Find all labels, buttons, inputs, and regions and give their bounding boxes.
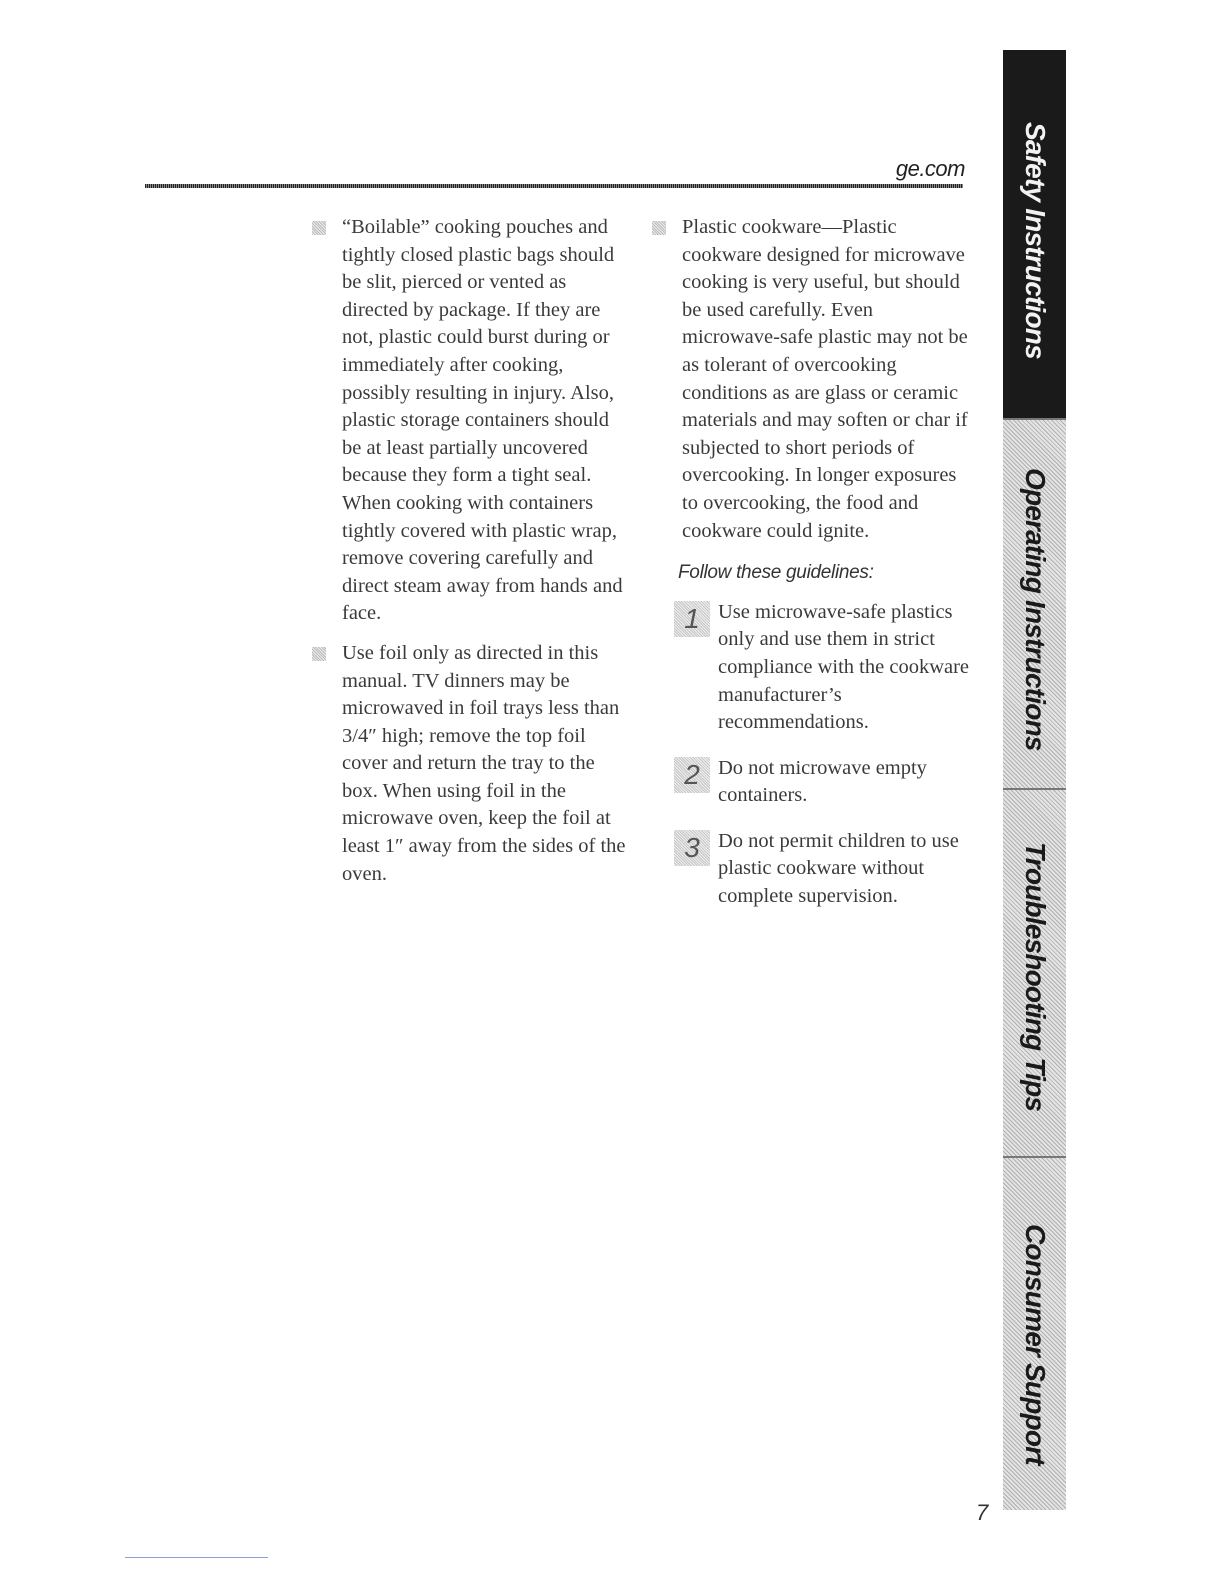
tab-label: Consumer Support	[1020, 1224, 1051, 1465]
tab-label: Troubleshooting Tips	[1020, 842, 1051, 1112]
section-tabs	[1003, 50, 1066, 1510]
square-bullet-icon	[652, 221, 666, 235]
step-number-badge: 1	[674, 601, 710, 637]
bullet-text: “Boilable” cooking pouches and tightly closed plastic bags should be slit, pierced or vented as directed by package. If they are not, plastic could burst during or immediately after cooking, possibly resulting in injury. Also, plastic storage containers should be at least partially uncovered because they form a tight seal. When cooking with containers tightly covered with plastic wrap, remove covering carefully and direct steam away from hands and face.	[342, 216, 623, 625]
guideline-text: Use microwave-safe plastics only and use them in strict compliance with the cookware manufacturer’s recommendations.	[718, 600, 970, 734]
bullet-text: Plastic cookware—Plastic cookware designed for microwave cooking is very useful, but should be used carefully. Even microwave-safe plastic may not be as tolerant of overcooking conditions as are glass or ceramic materials and may soften or char if subjected to short periods of overcooking. In longer exposures to overcooking, the food and cookware could ignite.	[682, 216, 968, 542]
guideline-text: Do not microwave empty containers.	[718, 756, 927, 807]
square-bullet-icon	[312, 221, 326, 235]
guideline-item-2	[650, 755, 970, 810]
guideline-text: Do not permit children to use plastic cookware without complete supervision.	[718, 829, 959, 908]
left-column	[310, 214, 630, 900]
guidelines-heading: Follow these guidelines:	[678, 562, 874, 584]
bullet-item-boilable-pouches	[310, 214, 630, 628]
step-number-badge: 2	[674, 757, 710, 793]
right-column	[650, 214, 970, 929]
bullet-item-foil	[310, 640, 630, 888]
bullet-text: Use foil only as directed in this manual. TV dinners may be microwaved in foil trays less than 3/4″ high; remove the top foil cover and return the tray to the box. When using foil in the microwave oven, keep the foil at least 1″ away from the sides of the oven.	[342, 641, 626, 885]
tab-operating-instructions[interactable]	[1003, 420, 1066, 790]
tab-label: Operating Instructions	[1020, 468, 1051, 751]
page-number: 7	[976, 1500, 989, 1525]
tab-label: Safety Instructions	[1020, 122, 1051, 359]
bullet-item-plastic-cookware	[650, 214, 970, 545]
tab-safety-instructions[interactable]	[1003, 50, 1066, 420]
guideline-item-3	[650, 828, 970, 911]
tab-troubleshooting-tips[interactable]	[1003, 790, 1066, 1158]
header-rule	[145, 184, 963, 188]
square-bullet-icon	[312, 647, 326, 661]
site-url: ge.com	[895, 156, 965, 181]
step-number-badge: 3	[674, 830, 710, 866]
footnote-line	[125, 1557, 268, 1558]
tab-consumer-support[interactable]	[1003, 1158, 1066, 1510]
guideline-item-1	[650, 599, 970, 737]
